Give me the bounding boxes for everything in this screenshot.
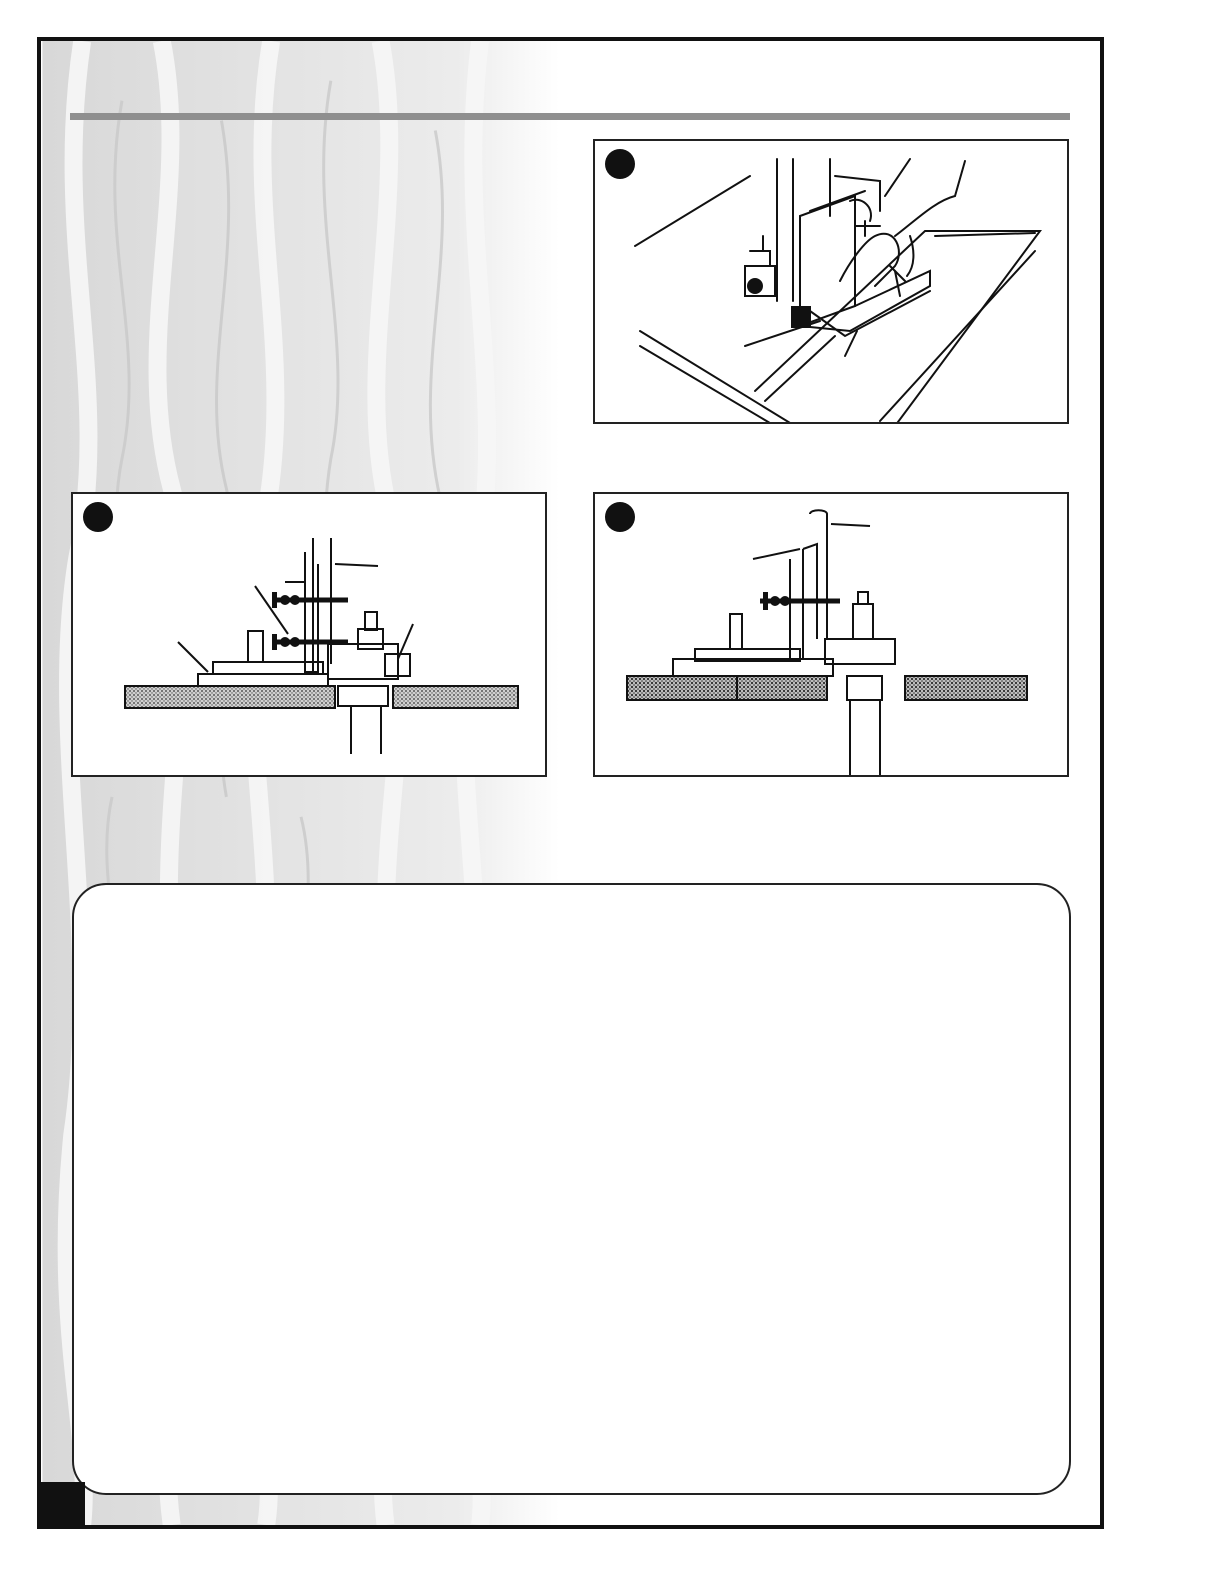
figure-b	[71, 492, 547, 777]
figure-a	[593, 139, 1069, 424]
fence-setup-section-illustration	[73, 494, 545, 775]
bandsaw-resaw-illustration	[595, 141, 1067, 422]
figure-c	[593, 492, 1069, 777]
page-number-tab	[41, 1482, 85, 1526]
figure-number-badge	[83, 502, 113, 532]
figure-number-badge	[605, 502, 635, 532]
text-panel	[72, 883, 1071, 1495]
header-rule	[70, 113, 1070, 120]
figure-number-badge	[605, 149, 635, 179]
tall-fence-section-illustration	[595, 494, 1067, 775]
